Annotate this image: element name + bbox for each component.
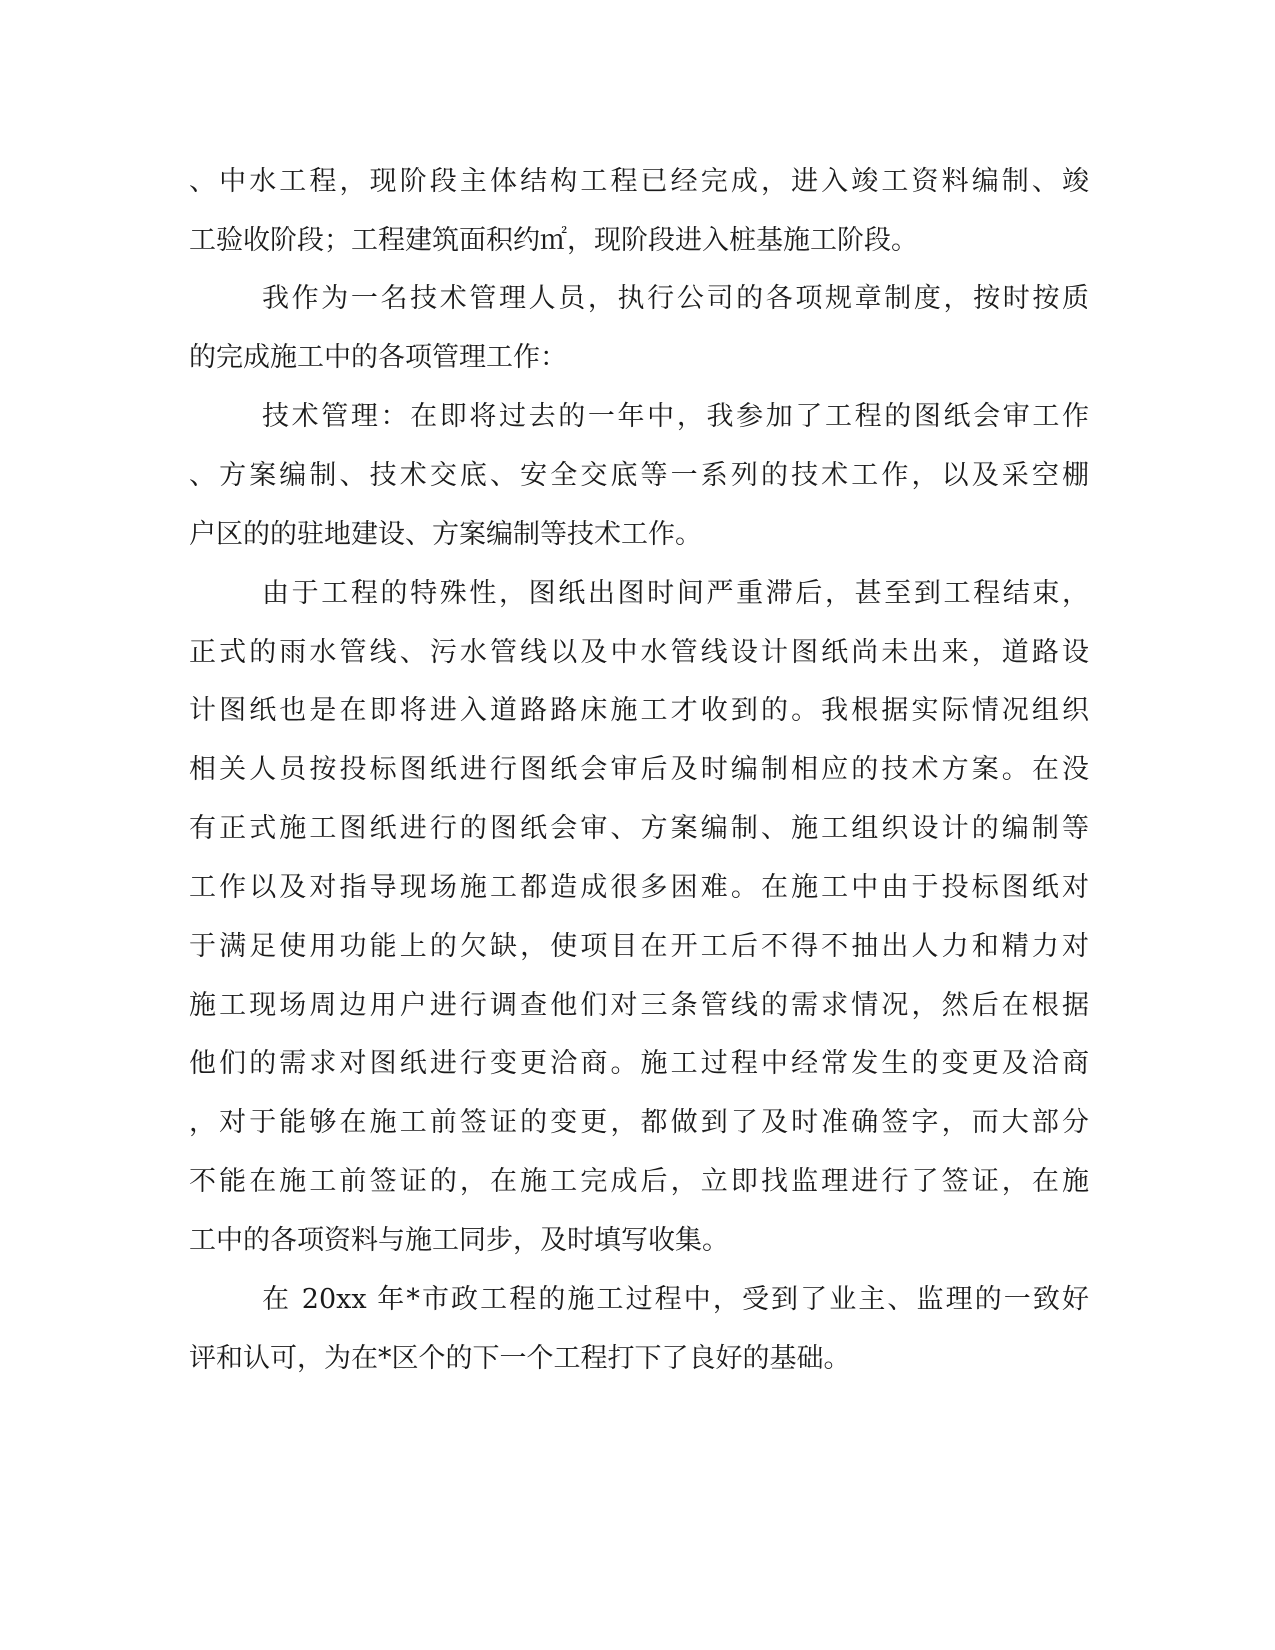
text-line: 户区的的驻地建设、方案编制等技术工作。 [189,519,702,550]
paragraph-first-line: 在 20xx 年*市政工程的施工过程中，受到了业主、监理的一致好 [262,1284,1089,1315]
text-line: 有正式施工图纸进行的图纸会审、方案编制、施工组织设计的编制等 [189,813,1089,844]
text-line: 计图纸也是在即将进入道路路床施工才收到的。我根据实际情况组织 [189,695,1089,726]
text-line: 评和认可，为在*区个的下一个工程打下了良好的基础。 [189,1343,851,1374]
text-line: 、方案编制、技术交底、安全交底等一系列的技术工作，以及采空棚 [189,460,1089,491]
text-line: 的完成施工中的各项管理工作： [189,342,567,373]
text-line: 、中水工程，现阶段主体结构工程已经完成，进入竣工资料编制、竣 [189,166,1089,197]
text-line: 正式的雨水管线、污水管线以及中水管线设计图纸尚未出来，道路设 [189,637,1089,668]
text-line: 工验收阶段；工程建筑面积约㎡，现阶段进入桩基施工阶段。 [189,225,918,256]
text-line: ，对于能够在施工前签证的变更，都做到了及时准确签字，而大部分 [189,1107,1089,1138]
text-line: 工作以及对指导现场施工都造成很多困难。在施工中由于投标图纸对 [189,872,1089,903]
text-line: 不能在施工前签证的，在施工完成后，立即找监理进行了签证，在施 [189,1166,1089,1197]
paragraph-first-line: 由于工程的特殊性，图纸出图时间严重滞后，甚至到工程结束， [262,578,1089,609]
text-line: 于满足使用功能上的欠缺，使项目在开工后不得不抽出人力和精力对 [189,931,1089,962]
paragraph-first-line: 我作为一名技术管理人员，执行公司的各项规章制度，按时按质 [262,283,1089,314]
text-line: 施工现场周边用户进行调查他们对三条管线的需求情况，然后在根据 [189,990,1089,1021]
text-line: 相关人员按投标图纸进行图纸会审后及时编制相应的技术方案。在没 [189,754,1089,785]
text-line: 工中的各项资料与施工同步，及时填写收集。 [189,1225,729,1256]
text-line: 他们的需求对图纸进行变更洽商。施工过程中经常发生的变更及洽商 [189,1048,1089,1079]
paragraph-first-line: 技术管理：在即将过去的一年中，我参加了工程的图纸会审工作 [262,401,1089,432]
